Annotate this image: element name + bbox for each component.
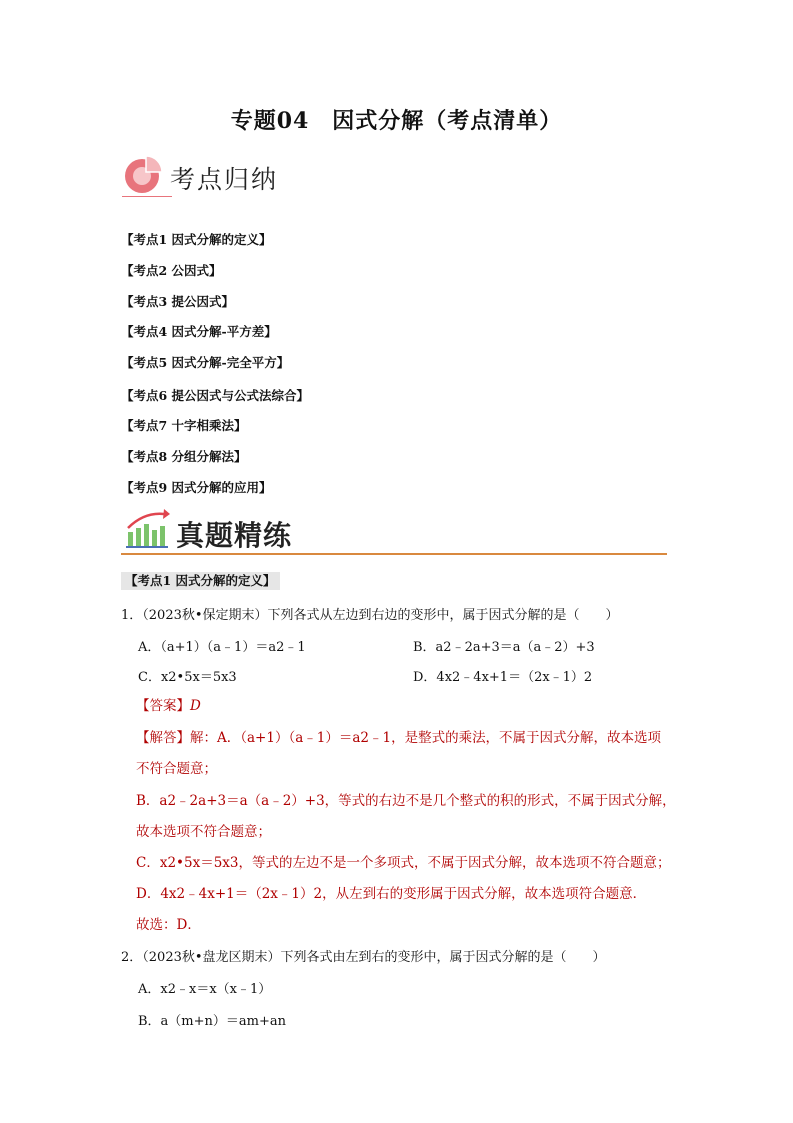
section-divider xyxy=(121,553,667,555)
page-title: 专题04 因式分解（考点清单） xyxy=(230,108,563,134)
q1-option-a: A．（a+1）（a﹣1）＝a2﹣1 xyxy=(138,640,306,655)
section-label: 【考点1 因式分解的定义】 xyxy=(121,572,280,590)
toc-item-9: 【考点9 因式分解的应用】 xyxy=(121,480,272,495)
q2-stem: 2．（2023秋•盘龙区期末）下列各式由左到右的变形中，属于因式分解的是（ ） xyxy=(121,950,606,965)
toc-item-8: 【考点8 分组分解法】 xyxy=(121,449,247,464)
toc-item-4: 【考点4 因式分解-平方差】 xyxy=(121,324,277,339)
toc-item-5: 【考点5 因式分解-完全平方】 xyxy=(121,355,290,370)
heading-points: 考点归纳 xyxy=(170,165,279,194)
heading-practice: 真题精练 xyxy=(176,519,293,552)
toc-item-2: 【考点2 公因式】 xyxy=(121,263,222,278)
q1-analysis-a-line1 xyxy=(136,728,661,748)
toc-item-7: 【考点7 十字相乘法】 xyxy=(121,418,247,433)
q1-analysis-b-line1: B．a2﹣2a+3＝a（a﹣2）+3，等式的右边不是几个整式的积的形式，不属于因式分解， xyxy=(136,793,676,809)
analysis-label: 【解答】 xyxy=(136,730,190,746)
q1-option-b: B．a2﹣2a+3＝a（a﹣2）+3 xyxy=(413,640,595,655)
q1-option-d: D．4x2﹣4x+1＝（2x﹣1）2 xyxy=(413,670,593,685)
q1-answer-row xyxy=(136,696,201,716)
q1-stem: 1．（2023秋•保定期末）下列各式从左边到右边的变形中，属于因式分解的是（ ） xyxy=(121,608,619,623)
q1-choose: 故选：D． xyxy=(136,917,201,933)
q1-analysis-d-line: D．4x2﹣4x+1＝（2x﹣1）2，从左到右的变形属于因式分解，故本选项符合题意． xyxy=(136,886,647,902)
q1-analysis-c-line: C．x2•5x＝5x3，等式的左边不是一个多项式，不属于因式分解，故本选项不符合题意； xyxy=(136,855,671,871)
q2-option-a: A．x2﹣x＝x（x﹣1） xyxy=(138,982,272,997)
toc-item-3: 【考点3 提公因式】 xyxy=(121,294,235,309)
growth-chart-icon xyxy=(124,508,174,550)
pie-chart-icon xyxy=(122,150,168,196)
q1-analysis-b-line2: 故本选项不符合题意； xyxy=(136,824,271,840)
q2-option-b: B．a（m+n）＝am+an xyxy=(138,1014,286,1029)
q1-analysis-a-line2: 不符合题意； xyxy=(136,761,217,777)
q1-option-c: C．x2•5x＝5x3 xyxy=(138,670,237,685)
analysis-a-text: 解：A．（a+1）（a﹣1）＝a2﹣1，是整式的乘法，不属于因式分解，故本选项 xyxy=(190,730,662,746)
answer-value: D xyxy=(190,698,201,714)
heading-underline xyxy=(122,196,172,197)
toc-item-1: 【考点1 因式分解的定义】 xyxy=(121,232,272,247)
answer-label: 【答案】 xyxy=(136,698,190,714)
toc-item-6: 【考点6 提公因式与公式法综合】 xyxy=(121,388,310,403)
